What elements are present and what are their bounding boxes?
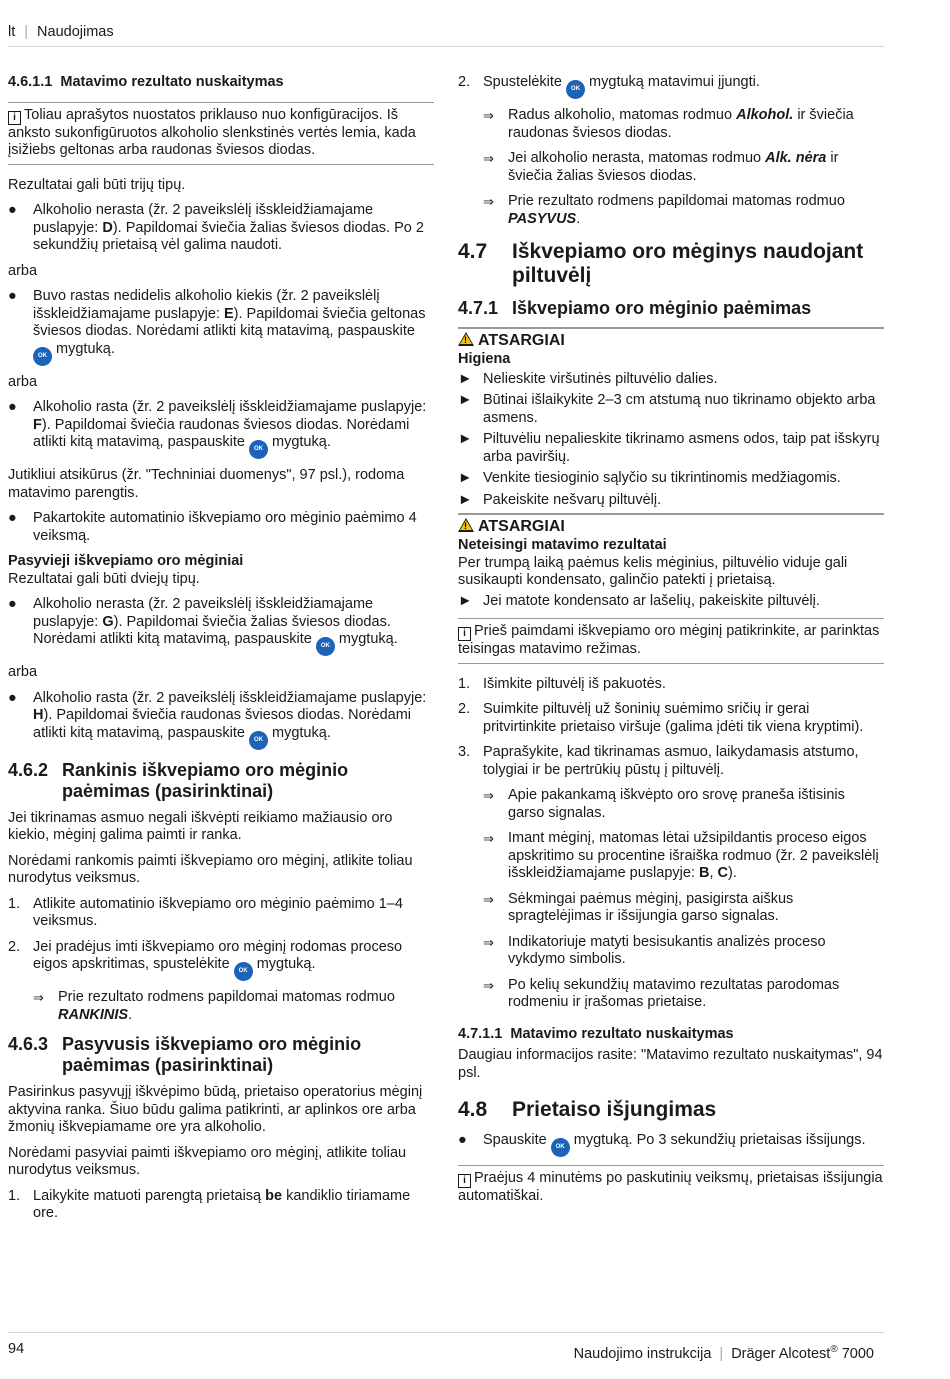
caution-results: [458, 513, 884, 610]
result-item: ⇒ Jei alkoholio nerasta, matomas rodmuo Alk. nėra ir šviečia žalias šviesos diodas.: [483, 150, 839, 184]
ok-button-icon: OK: [316, 637, 335, 656]
heading-4711: 4.7.1.1 Matavimo rezultato nuskaitymas: [458, 1025, 734, 1042]
triangle-bullet-icon: ►: [458, 470, 473, 486]
result-arrow-icon: ⇒: [483, 194, 494, 209]
step-item: 2. Jei pradėjus imti iškvepiamo oro mėginį rodomas proceso eigos apskritimas, spustelėkite OK mygtuką.: [8, 939, 434, 982]
caution-title: !ATSARGIAI: [458, 517, 884, 537]
right-column: [458, 74, 884, 1222]
bullet-icon: ●: [8, 288, 17, 304]
result-item: ⇒ Po kelių sekundžių matavimo rezultatas parodomas rodmeniu ir įrašomas prietaise.: [483, 976, 840, 1010]
step-item: 2. Suimkite piltuvėlį už šoninių suėmimo sričių ir gerai pritvirtinkite prietaiso viršuje (galima įdėti tik viena kryptimi).: [458, 701, 864, 735]
result-arrow-icon: ⇒: [483, 831, 494, 846]
heading-47: 4.7 Iškvepiamo oro mėginys naudojant piltuvėlį: [458, 240, 864, 287]
step-item: 1. Atlikite automatinio iškvepiamo oro mėginio paėmimo 1–4 veiksmus.: [8, 895, 403, 929]
heading-462: 4.6.2 Rankinis iškvepiamo oro mėginio paėmimas (pasirinktinai): [8, 759, 349, 801]
step-item: 3. Paprašykite, kad tikrinamas asmuo, laikydamasis atstumo, tolygiai ir be pertrūkių pūstų į piltuvėlį.: [458, 744, 859, 778]
bullet-icon: ●: [8, 399, 17, 415]
ok-button-icon: OK: [551, 1138, 570, 1157]
paragraph-462a: Jei tikrinamas asmuo negali iškvėpti reikiamo mažiausio oro kiekio, mėginį galima paimti ir ranka.: [8, 809, 393, 843]
bullet-icon: ●: [8, 510, 17, 526]
list-item: ► Jei matote kondensato ar lašelių, pakeiskite piltuvėlį.: [458, 592, 820, 609]
list-item: ► Nelieskite viršutinės piltuvėlio dalies.: [458, 370, 718, 387]
bullet-icon: ●: [8, 596, 17, 612]
caution-subtitle: Neteisingi matavimo rezultatai: [458, 537, 667, 553]
header-section: Naudojimas: [37, 24, 114, 40]
paragraph-sensor: Jutikliui atsikūrus (žr. "Techniniai duomenys", 97 psl.), rodoma matavimo parengtis.: [8, 467, 405, 501]
caution-subtitle: Higiena: [458, 351, 511, 367]
ok-button-icon: OK: [33, 347, 52, 366]
list-item: ► Piltuvėliu nepalieskite tikrinamo asmens odos, taip pat išskyrų arba paviršių.: [458, 431, 880, 465]
result-arrow-icon: ⇒: [483, 934, 494, 950]
paragraph-462b: Norėdami rankomis paimti iškvepiamo oro mėginį, atlikite toliau nurodytus veiksmus.: [8, 852, 413, 886]
info-icon: i: [458, 627, 471, 641]
result-arrow-icon: ⇒: [483, 151, 494, 166]
list-item: ● Alkoholio nerasta (žr. 2 paveikslėlį išskleidžiamajame puslapyje: D). Papildomai šviečia žalias šviesos diodas. Po 2 sekundžių prietaisą vėl galima naudoti.: [8, 202, 424, 253]
page-number: 94: [8, 1341, 25, 1357]
paragraph-two-types: Rezultatai gali būti dviejų tipų.: [8, 570, 200, 587]
or-text: arba: [8, 262, 38, 279]
info-icon: i: [8, 111, 21, 125]
heading-48: 4.8 Prietaiso išjungimas: [458, 1098, 717, 1121]
subheading-passive: Pasyvieji iškvepiamo oro mėginiai: [8, 553, 244, 569]
result-arrow-icon: ⇒: [483, 108, 494, 123]
info-icon: i: [458, 1174, 471, 1188]
list-item: ► Venkite tiesioginio sąlyčio su tikrintinomis medžiagomis.: [458, 470, 841, 486]
result-item: ⇒ Sėkmingai paėmus mėginį, pasigirsta aiškus spragtelėjimas ir išsijungia garso signalas.: [483, 890, 794, 924]
heading-471: 4.7.1 Iškvepiamo oro mėginio paėmimas: [458, 298, 812, 318]
info-note-autooff: i Praėjus 4 minutėms po paskutinių veiksmų, prietaisas išsijungia automatiškai.: [458, 1165, 884, 1210]
result-item: ⇒ Apie pakankamą iškvėpto oro srovę praneša ištisinis garso signalas.: [483, 787, 845, 821]
triangle-bullet-icon: ►: [458, 592, 473, 609]
info-note-config: i Toliau aprašytos nuostatos priklauso nuo konfigūracijos. Iš anksto sukonfigūruotos alkoholio slenkstinės vertės lemia, kada įsižiebs geltonas arba raudonas šviesos diodas.: [8, 102, 434, 165]
heading-4611: 4.6.1.1 Matavimo rezultato nuskaitymas: [8, 74, 284, 90]
paragraph-4711: Daugiau informacijos rasite: "Matavimo rezultato nuskaitymas", 94 psl.: [458, 1047, 883, 1081]
result-arrow-icon: ⇒: [483, 788, 494, 803]
result-arrow-icon: ⇒: [483, 977, 494, 993]
triangle-bullet-icon: ►: [458, 491, 473, 508]
result-item: ⇒ Indikatoriuje matyti besisukantis analizės proceso vykdymo simbolis.: [483, 933, 826, 967]
warning-icon: [458, 518, 474, 532]
paragraph-463a: Pasirinkus pasyvųjį iškvėpimo būdą, prietaiso operatorius mėginį aktyvina ranka. Šiuo būdu galima patikrinti, ar aplinkos ore arba žmonių iškvepiamame ore yra alkoholio.: [8, 1084, 423, 1135]
list-item: ● Spauskite OK mygtuką. Po 3 sekundžių prietaisas išsijungs.: [458, 1132, 884, 1157]
footer-doc-info: Naudojimo instrukcija | Dräger Alcotest® 7000: [573, 1344, 874, 1362]
ok-button-icon: OK: [249, 440, 268, 459]
or-text: arba: [8, 373, 38, 390]
triangle-bullet-icon: ►: [458, 370, 473, 387]
triangle-bullet-icon: ►: [458, 392, 473, 408]
ok-button-icon: OK: [234, 962, 253, 981]
result-item: ⇒ Prie rezultato rodmens papildomai matomas rodmuo PASYVUS.: [483, 193, 845, 227]
warning-icon: [458, 332, 474, 346]
left-column: [8, 74, 434, 1231]
page-header: [8, 24, 884, 47]
paragraph-463b: Norėdami pasyviai paimti iškvepiamo oro mėginį, atlikite toliau nurodytus veiksmus.: [8, 1144, 407, 1178]
bullet-icon: ●: [8, 689, 17, 706]
or-text: arba: [8, 664, 38, 680]
step-item: 1. Laikykite matuoti parengtą prietaisą be kandiklio tiriamame ore.: [8, 1187, 411, 1221]
list-item: ● Alkoholio rasta (žr. 2 paveikslėlį išskleidžiamajame puslapyje: F). Papildomai šviečia raudonas šviesos diodas. Norėdami atlikti kitą matavimą, paspauskite OK mygtuką.: [8, 399, 434, 459]
header-separator: |: [24, 24, 29, 40]
header-lang: lt: [8, 24, 16, 40]
caution-title: !ATSARGIAI: [458, 331, 884, 351]
ok-button-icon: OK: [249, 731, 268, 750]
list-item: ► Pakeiskite nešvarų piltuvėlį.: [458, 491, 662, 508]
heading-463: 4.6.3 Pasyvusis iškvepiamo oro mėginio paėmimas (pasirinktinai): [8, 1034, 362, 1075]
step-item: 1. Išimkite piltuvėlį iš pakuotės.: [458, 675, 666, 692]
list-item: ● Buvo rastas nedidelis alkoholio kiekis (žr. 2 paveikslėlį išskleidžiamajame puslapyje: E). Papildomai šviečia geltonas šviesos diodas. Norėdami atlikti kitą matavimą, paspauskite OK mygtuką.: [8, 288, 434, 366]
list-item: ► Būtinai išlaikykite 2–3 cm atstumą nuo tikrinamo objekto arba asmens.: [458, 392, 876, 426]
paragraph-types: Rezultatai gali būti trijų tipų.: [8, 176, 186, 193]
bullet-icon: ●: [8, 202, 17, 218]
result-item: ⇒ Imant mėginį, matomas lėtai užsipildantis proceso eigos apskritimo su procentine išraiška rodmuo (žr. 2 paveikslėlį išskleidžiamajame puslapyje: B, C).: [483, 830, 879, 881]
bullet-icon: ●: [458, 1132, 467, 1148]
caution-text: Per trumpą laiką paėmus kelis mėginius, piltuvėlio viduje gali susikaupti kondensato, galinčio patekti į prietaisą.: [458, 554, 848, 588]
info-note-mode: i Prieš paimdami iškvepiamo oro mėginį patikrinkite, ar parinktas teisingas matavimo režimas.: [458, 618, 884, 664]
ok-button-icon: OK: [566, 80, 585, 99]
result-item: ⇒ Radus alkoholio, matomas rodmuo Alkohol. ir šviečia raudonas šviesos diodas.: [483, 107, 854, 141]
list-item: ● Alkoholio nerasta (žr. 2 paveikslėlį išskleidžiamajame puslapyje: G). Papildomai šviečia žalias šviesos diodas. Norėdami atlikti kitą matavimą, paspauskite OK mygtuką.: [8, 596, 434, 656]
triangle-bullet-icon: ►: [458, 431, 473, 447]
list-item: ● Alkoholio rasta (žr. 2 paveikslėlį išskleidžiamajame puslapyje: H). Papildomai šviečia raudonas šviesos diodas. Norėdami atlikti kitą matavimą, paspauskite OK mygtuką.: [8, 690, 434, 750]
page-footer: [8, 1332, 884, 1362]
result-arrow-icon: ⇒: [33, 990, 44, 1005]
result-arrow-icon: ⇒: [483, 891, 494, 907]
step-item: 2. Spustelėkite OK mygtuką matavimui įjungti.: [458, 74, 884, 99]
caution-hygiene: [458, 327, 884, 509]
list-item: ● Pakartokite automatinio iškvepiamo oro mėginio paėmimo 4 veiksmą.: [8, 510, 417, 544]
result-item: ⇒ Prie rezultato rodmens papildomai matomas rodmuo RANKINIS.: [33, 989, 395, 1023]
